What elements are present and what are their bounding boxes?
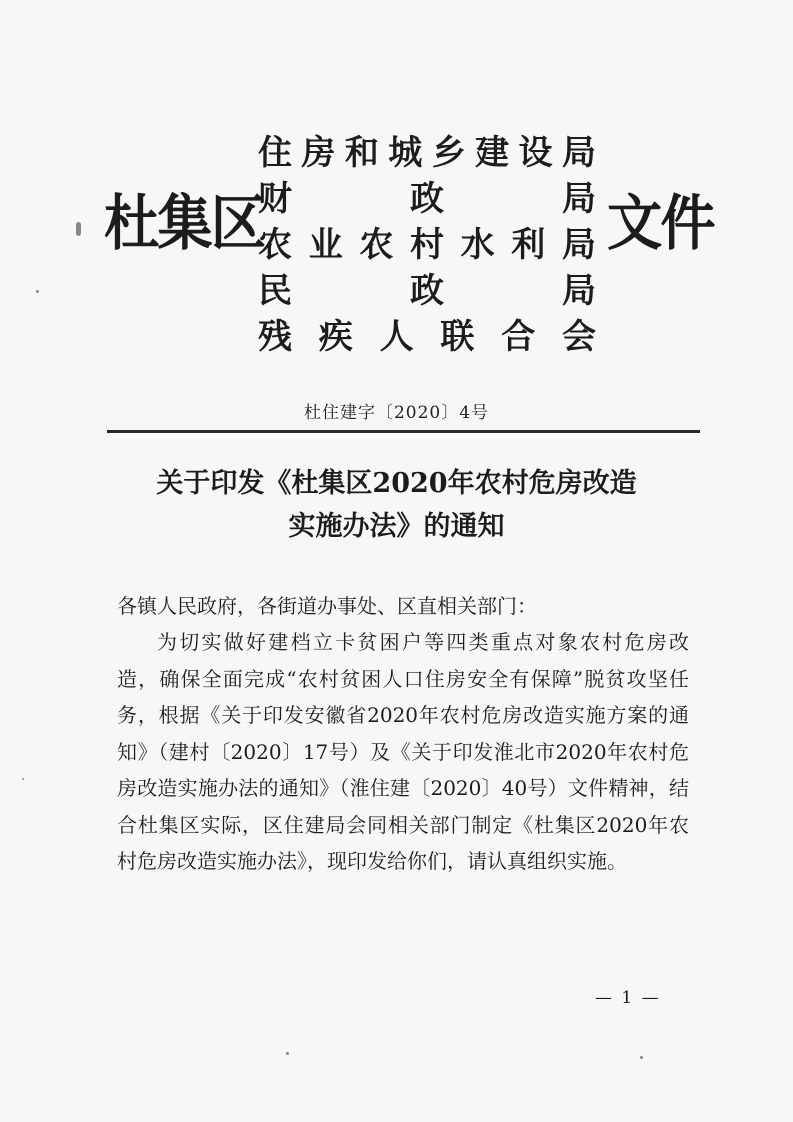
org-char: 建 bbox=[475, 133, 510, 173]
org-char: 政 bbox=[410, 179, 444, 219]
org-char: 农 bbox=[359, 225, 394, 265]
body-line: 村危房改造实施办法》，现印发给你们，请认真组织实施。 bbox=[117, 849, 627, 873]
scan-speck bbox=[640, 1056, 643, 1059]
document-number: 杜住建字〔2020〕4号 bbox=[303, 403, 490, 423]
header-divider bbox=[107, 430, 700, 433]
body-line: 知》（建村〔2020〕17号）及《关于印发淮北市2020年农村危 bbox=[117, 739, 689, 764]
title-line-1: 关于印发《杜集区2020年农村危房改造 bbox=[156, 468, 637, 499]
org-line-disabled-federation bbox=[258, 314, 596, 360]
org-line-housing bbox=[258, 130, 596, 176]
org-char: 和 bbox=[344, 133, 379, 173]
org-char: 局 bbox=[562, 179, 596, 219]
page-number: — 1 — bbox=[595, 988, 661, 1008]
org-prefix: 杜集区 bbox=[104, 189, 265, 259]
salutation: 各镇人民政府，各街道办事处、区直相关部门： bbox=[117, 594, 537, 618]
org-char: 村 bbox=[409, 225, 444, 265]
org-char: 残 bbox=[258, 317, 292, 357]
org-line-civil-affairs bbox=[258, 268, 596, 314]
org-char: 农 bbox=[258, 225, 292, 265]
body-line: 合杜集区实际，区住建局会同相关部门制定《杜集区2020年农 bbox=[117, 812, 689, 837]
org-char: 局 bbox=[561, 225, 596, 265]
document-title bbox=[0, 462, 793, 548]
org-char: 局 bbox=[562, 271, 596, 311]
org-suffix: 文件 bbox=[607, 189, 714, 259]
org-char: 政 bbox=[410, 271, 444, 311]
org-char: 会 bbox=[561, 317, 596, 357]
org-char: 城 bbox=[388, 133, 423, 173]
body-line: 为切实做好建档立卡贫困户等四类重点对象农村危房改 bbox=[157, 630, 689, 654]
title-line-2: 实施办法》的通知 bbox=[288, 511, 505, 542]
scan-speck bbox=[22, 778, 24, 780]
body-line: 造，确保全面完成“农村贫困人口住房安全有保障”脱贫攻坚任 bbox=[117, 666, 689, 691]
org-char: 住 bbox=[258, 133, 292, 173]
body-line: 务，根据《关于印发安徽省2020年农村危房改造实施方案的通 bbox=[117, 703, 689, 727]
issuing-organizations bbox=[258, 130, 596, 360]
org-char: 利 bbox=[511, 225, 546, 265]
org-char: 财 bbox=[258, 179, 292, 219]
scan-speck bbox=[76, 222, 81, 236]
org-char: 合 bbox=[501, 317, 536, 357]
org-char: 人 bbox=[379, 317, 414, 357]
org-line-agriculture bbox=[258, 222, 596, 268]
org-char: 局 bbox=[561, 133, 596, 173]
org-char: 水 bbox=[460, 225, 495, 265]
org-char: 民 bbox=[258, 271, 292, 311]
scan-speck bbox=[36, 290, 39, 293]
org-line-finance bbox=[258, 176, 596, 222]
org-char: 设 bbox=[518, 133, 553, 173]
org-char: 业 bbox=[308, 225, 343, 265]
body-line: 房改造实施办法的通知》（淮住建〔2020〕40号）文件精神，结 bbox=[117, 776, 689, 800]
org-char: 联 bbox=[440, 317, 475, 357]
org-char: 房 bbox=[301, 133, 336, 173]
scan-speck bbox=[286, 1052, 289, 1055]
org-char: 乡 bbox=[431, 133, 466, 173]
body-paragraph bbox=[117, 624, 689, 880]
org-char: 疾 bbox=[318, 317, 353, 357]
